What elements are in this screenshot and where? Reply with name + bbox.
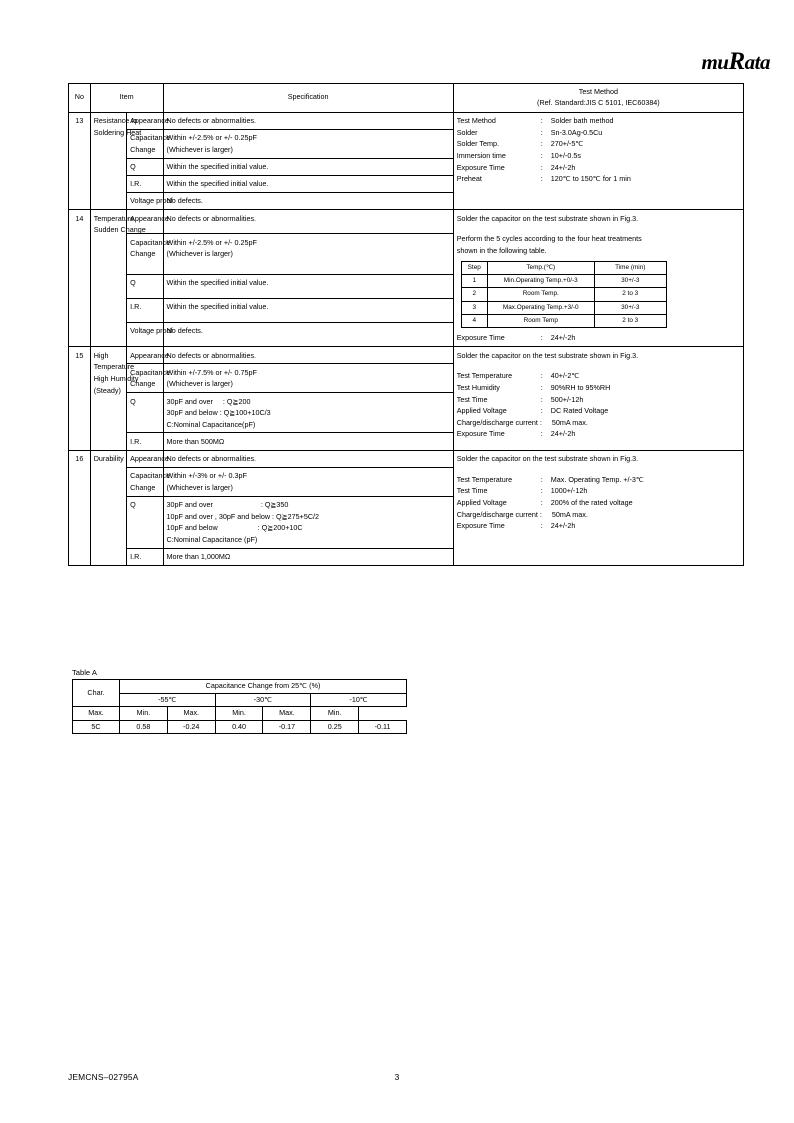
cell-subitem	[127, 112, 169, 129]
steps-cell: Min.Operating Temp.+0/-3	[487, 274, 594, 287]
table-a-value-cell: 0.58	[120, 720, 168, 734]
test-parameter	[457, 138, 740, 150]
spacer	[457, 465, 740, 474]
test-parameter-separator: :	[540, 406, 543, 416]
cell-specification	[163, 393, 453, 433]
test-parameter-value: DC Rated Voltage	[550, 406, 609, 416]
text-line: shown in the following table.	[456, 245, 547, 255]
test-parameter-label: Exposure Time	[456, 333, 505, 343]
spacer	[457, 224, 740, 233]
test-parameter-value: 1000+/-12h	[550, 486, 588, 496]
text-line: I.R.	[130, 179, 142, 189]
text-line: Change	[130, 144, 156, 154]
table-a-group-header: Capacitance Change from 25℃ (%)	[120, 680, 407, 694]
table-a-title: Table A	[72, 668, 97, 677]
text-line: Temperature	[93, 213, 135, 223]
cell-no: 14	[69, 210, 91, 347]
cell-test-method	[453, 210, 743, 347]
cell-subitem	[127, 274, 163, 298]
text-line: Within +/-2.5% or +/- 0.25pF	[166, 133, 257, 143]
test-parameter-label: Test Method	[456, 116, 496, 126]
test-parameter	[457, 405, 740, 417]
cell-specification	[163, 129, 453, 158]
test-parameter	[457, 382, 740, 394]
cell-subitem	[127, 322, 173, 346]
test-parameter	[457, 332, 740, 344]
text-line: C:Nominal Capacitance (pF)	[166, 535, 258, 545]
text-line: Capacitance	[130, 367, 171, 377]
test-parameter-value: 24+/-2h	[550, 429, 576, 439]
steps-cell: 2 to 3	[594, 315, 666, 328]
test-parameter-value: Sn-3.0Ag-0.5Cu	[550, 127, 603, 137]
steps-header-row	[461, 261, 666, 274]
text-line: Appearance	[130, 213, 169, 223]
text-line: Sudden Change	[93, 225, 146, 235]
test-parameter	[457, 520, 740, 532]
cell-specification	[163, 496, 453, 548]
steps-cell: 30+/-3	[594, 301, 666, 314]
text-line: I.R.	[130, 302, 142, 312]
text-line: C:Nominal Capacitance(pF)	[166, 419, 256, 429]
test-parameter	[457, 497, 740, 509]
test-parameter-label: Test Humidity	[456, 382, 500, 392]
test-parameter-label: Solder Temp.	[456, 139, 499, 149]
header-row	[69, 84, 744, 113]
text-line: More than 1,000MΩ	[166, 552, 231, 562]
steps-cell: 4	[461, 315, 487, 328]
cell-specification	[163, 322, 453, 346]
test-parameter	[457, 485, 740, 497]
cell-specification	[163, 234, 453, 275]
steps-cell: Room Temp	[487, 315, 594, 328]
table-a-char-cell: 5C	[73, 720, 120, 734]
cell-subitem	[127, 364, 171, 393]
table-a-value-cell: -0.17	[263, 720, 311, 734]
test-parameter-separator: :	[540, 139, 543, 149]
test-parameter-label: Test Temperature	[456, 474, 513, 484]
steps-cell: 30+/-3	[594, 274, 666, 287]
table-body	[69, 112, 744, 565]
test-parameter	[457, 394, 740, 406]
text-line: Perform the 5 cycles according to the four heat treatments	[456, 234, 642, 244]
header-item: Item	[90, 84, 163, 113]
steps-header-cell: Step	[461, 261, 487, 274]
text-line: (Whichever is larger)	[166, 379, 233, 389]
table-a-minmax-header: Min.	[215, 707, 263, 721]
cell-specification	[163, 364, 453, 393]
table-a-temp-header: -30℃	[215, 693, 311, 707]
cell-subitem	[127, 158, 163, 175]
cell-specification	[163, 548, 453, 565]
test-parameter-separator: :	[540, 521, 543, 531]
test-parameter-label: Test Temperature	[456, 371, 513, 381]
table-a-minmax-header: Min.	[120, 707, 168, 721]
text-line: Q	[130, 396, 136, 406]
test-parameter-value: 24+/-2h	[550, 162, 576, 172]
text-line: 10pF and over , 30pF and below : Q≧275+5C/2	[166, 511, 320, 521]
test-parameter-separator: :	[540, 486, 543, 496]
table-a-value-cell: -0.11	[359, 720, 407, 734]
test-parameter-value: 40+/-2℃	[550, 371, 580, 381]
text-line: No defects or abnormalities.	[166, 116, 257, 126]
table-a-temp-header: -10℃	[311, 693, 407, 707]
text-line: Q	[130, 162, 136, 172]
test-parameter-separator: :	[540, 429, 543, 439]
test-parameter-separator: :	[540, 474, 543, 484]
table-a-value-cell: 0.40	[215, 720, 263, 734]
logo-capital: R	[728, 48, 745, 75]
test-parameter-label: Preheat	[456, 174, 482, 184]
test-parameter-value: Max. Operating Temp. +/-3℃	[550, 474, 644, 484]
test-parameter	[457, 417, 740, 429]
test-intro: Solder the capacitor on the test substrate shown in Fig.3.	[456, 454, 639, 464]
steps-row	[461, 301, 666, 314]
test-parameter	[457, 150, 740, 162]
steps-row	[461, 315, 666, 328]
steps-cell: 1	[461, 274, 487, 287]
text-line: Temperature	[93, 362, 135, 372]
text-line: Soldering Heat	[93, 127, 142, 137]
table-a-minmax-header: Max.	[167, 707, 215, 721]
test-parameter-label: Exposure Time	[456, 521, 505, 531]
table-a-header-row-1	[73, 680, 407, 694]
test-parameter-value: 24+/-2h	[550, 333, 576, 343]
test-parameter-separator: :	[540, 371, 543, 381]
test-parameter-label: Immersion time	[456, 151, 506, 161]
cell-subitem	[127, 234, 171, 275]
cell-subitem	[127, 129, 171, 158]
table-a-row	[73, 720, 407, 734]
cell-specification	[163, 298, 453, 322]
text-line: No defects or abnormalities.	[166, 213, 257, 223]
test-parameter	[457, 115, 740, 127]
text-line: High Humidity	[93, 373, 139, 383]
footer-document-code: JEMCNS‒02795A	[68, 1072, 139, 1082]
text-line: Within +/-7.5% or +/- 0.75pF	[166, 367, 257, 377]
test-parameter	[457, 162, 740, 174]
cell-subitem	[127, 496, 163, 548]
test-parameter-value: 500+/-12h	[550, 394, 584, 404]
test-parameter-separator: :	[540, 498, 543, 508]
text-line: Q	[130, 278, 136, 288]
cell-subitem	[127, 433, 163, 450]
header-test-method	[453, 84, 743, 113]
test-parameter-label: Charge/discharge current :	[456, 417, 542, 427]
text-line: No defects.	[166, 326, 203, 336]
table-a-block	[72, 669, 422, 734]
steps-cell: 2 to 3	[594, 288, 666, 301]
test-parameter	[457, 173, 740, 185]
text-line: Within the specified initial value.	[166, 162, 269, 172]
test-parameter-separator: :	[540, 174, 543, 184]
text-line: Within the specified initial value.	[166, 179, 269, 189]
text-line: 30pF and over : Q≧200	[166, 396, 251, 406]
specification-table	[68, 83, 744, 566]
cell-specification	[163, 450, 453, 467]
test-parameter-separator: :	[540, 382, 543, 392]
table-a-header-row-3	[73, 707, 407, 721]
table-header	[69, 84, 744, 113]
steps-cell: Max.Operating Temp.+3/-0	[487, 301, 594, 314]
steps-header-cell: Time (min)	[594, 261, 666, 274]
test-parameter-label: Applied Voltage	[456, 406, 507, 416]
table-row	[69, 210, 744, 234]
table-row	[69, 112, 744, 129]
steps-row	[461, 288, 666, 301]
test-parameter-separator: :	[540, 116, 543, 126]
text-line: Capacitance	[130, 133, 171, 143]
text-line: Voltage proof	[130, 196, 173, 206]
cell-specification	[163, 467, 453, 496]
table-a-value-cell: 0.25	[311, 720, 359, 734]
test-parameter-value: Solder bath method	[550, 116, 614, 126]
cell-test-method	[453, 450, 743, 565]
cell-subitem	[127, 393, 163, 433]
text-line: Voltage proof	[130, 326, 173, 336]
footer-page-number: 3	[394, 1072, 400, 1082]
header-test-method-line2: (Ref. Standard:JIS C 5101, IEC60384)	[537, 97, 660, 107]
table-a-header-row-2	[73, 693, 407, 707]
text-line: No defects.	[166, 196, 203, 206]
cell-specification	[163, 112, 453, 129]
cell-specification	[163, 158, 453, 175]
text-line: Within the specified initial value.	[166, 302, 269, 312]
text-line: (Whichever is larger)	[166, 144, 233, 154]
text-line: Within +/-2.5% or +/- 0.25pF	[166, 237, 257, 247]
specification-sheet	[68, 83, 744, 566]
text-line: No defects or abnormalities.	[166, 350, 257, 360]
table-a-temp-header: -55℃	[120, 693, 216, 707]
table-a-header	[73, 680, 407, 721]
test-parameter-label: Exposure Time	[456, 162, 505, 172]
cell-specification	[163, 274, 453, 298]
cell-subitem	[127, 298, 163, 322]
table-a-minmax-header: Max.	[73, 707, 120, 721]
header-test-method-line1: Test Method	[578, 87, 618, 96]
test-parameter	[457, 428, 740, 440]
heat-treatment-table	[461, 261, 667, 329]
text-line: Appearance	[130, 116, 169, 126]
test-intro: Solder the capacitor on the test substrate shown in Fig.3.	[456, 350, 639, 360]
cell-specification	[163, 192, 453, 209]
text-line: (Whichever is larger)	[166, 249, 233, 259]
text-line: I.R.	[130, 436, 142, 446]
text-line: Capacitance	[130, 471, 171, 481]
header-specification: Specification	[163, 84, 453, 113]
test-intro: Solder the capacitor on the test substrate shown in Fig.3.	[456, 213, 639, 223]
table-a-minmax-header: Min.	[311, 707, 359, 721]
test-parameter-label: Test Time	[456, 394, 488, 404]
cell-subitem	[127, 175, 163, 192]
text-line: (Whichever is larger)	[166, 482, 233, 492]
text-line: Within +/-3% or +/- 0.3pF	[166, 471, 247, 481]
cell-specification	[163, 347, 453, 364]
header-no: No	[69, 84, 91, 113]
text-line: Change	[130, 482, 156, 492]
text-line: More than 500MΩ	[166, 436, 225, 446]
test-parameter-value: 200% of the rated voltage	[550, 498, 633, 508]
text-line: Change	[130, 379, 156, 389]
table-a-body	[73, 720, 407, 734]
text-line: (Steady)	[93, 385, 121, 395]
table-a-char-header: Char.	[73, 680, 120, 707]
test-parameter-value: 120℃ to 150℃ for 1 min	[550, 174, 631, 184]
steps-row	[461, 274, 666, 287]
text-line: 30pF and over : Q≧350	[166, 500, 289, 510]
test-parameter-label: Exposure Time	[456, 429, 505, 439]
murata-logo	[701, 49, 770, 74]
cell-no: 15	[69, 347, 91, 451]
text-line: Capacitance	[130, 237, 171, 247]
text-line: Change	[130, 249, 156, 259]
cell-no: 16	[69, 450, 91, 565]
test-parameter-separator: :	[540, 127, 543, 137]
cell-subitem	[127, 450, 169, 467]
cell-no: 13	[69, 112, 91, 209]
steps-cell: 3	[461, 301, 487, 314]
test-parameter-separator: :	[540, 162, 543, 172]
test-parameter-value: 50mA max.	[551, 509, 588, 519]
logo-prefix: mu	[701, 50, 729, 74]
test-parameter-separator: :	[540, 333, 543, 343]
text-line: Durability	[93, 454, 124, 464]
text-line: High	[93, 350, 109, 360]
logo-suffix: ata	[744, 50, 770, 74]
test-parameter-label: Solder	[456, 127, 478, 137]
test-parameter-value: 10+/-0.5s	[550, 151, 581, 161]
text-line: No defects or abnormalities.	[166, 454, 257, 464]
spacer	[457, 361, 740, 370]
cell-subitem	[127, 467, 171, 496]
cell-specification	[163, 175, 453, 192]
test-parameter-value: 50mA max.	[551, 417, 588, 427]
cell-subitem	[127, 192, 173, 209]
test-parameter-label: Charge/discharge current :	[456, 509, 542, 519]
test-parameter-value: 90%RH to 95%RH	[550, 382, 611, 392]
cell-subitem	[127, 548, 163, 565]
test-parameter-separator: :	[540, 394, 543, 404]
text-line: Q	[130, 500, 136, 510]
test-parameter-separator: :	[540, 151, 543, 161]
table-a-value-cell: -0.24	[167, 720, 215, 734]
text-line: 10pF and below : Q≧200+10C	[166, 523, 303, 533]
text-line: 30pF and below : Q≧100+10C/3	[166, 408, 271, 418]
steps-header-cell: Temp.(℃)	[487, 261, 594, 274]
test-parameter-label: Applied Voltage	[456, 498, 507, 508]
cell-test-method	[453, 347, 743, 451]
table-a-minmax-header: Max.	[263, 707, 311, 721]
text-line: Appearance	[130, 454, 169, 464]
text-line: Appearance	[130, 350, 169, 360]
test-parameter	[457, 474, 740, 486]
table-row	[69, 347, 744, 364]
test-parameter	[457, 127, 740, 139]
steps-cell: 2	[461, 288, 487, 301]
text-line: Within the specified initial value.	[166, 278, 269, 288]
test-parameter-label: Test Time	[456, 486, 488, 496]
cell-specification	[163, 210, 453, 234]
test-parameter	[457, 509, 740, 521]
table-a	[72, 679, 407, 734]
steps-cell: Room Temp.	[487, 288, 594, 301]
text-line: Resistance to	[93, 116, 138, 126]
test-parameter-value: 24+/-2h	[550, 521, 576, 531]
cell-specification	[163, 433, 453, 450]
text-line: I.R.	[130, 552, 142, 562]
cell-test-method	[453, 112, 743, 209]
test-parameter	[457, 370, 740, 382]
test-parameter-value: 270+/-5℃	[550, 139, 584, 149]
cell-item	[90, 450, 126, 565]
table-row	[69, 450, 744, 467]
